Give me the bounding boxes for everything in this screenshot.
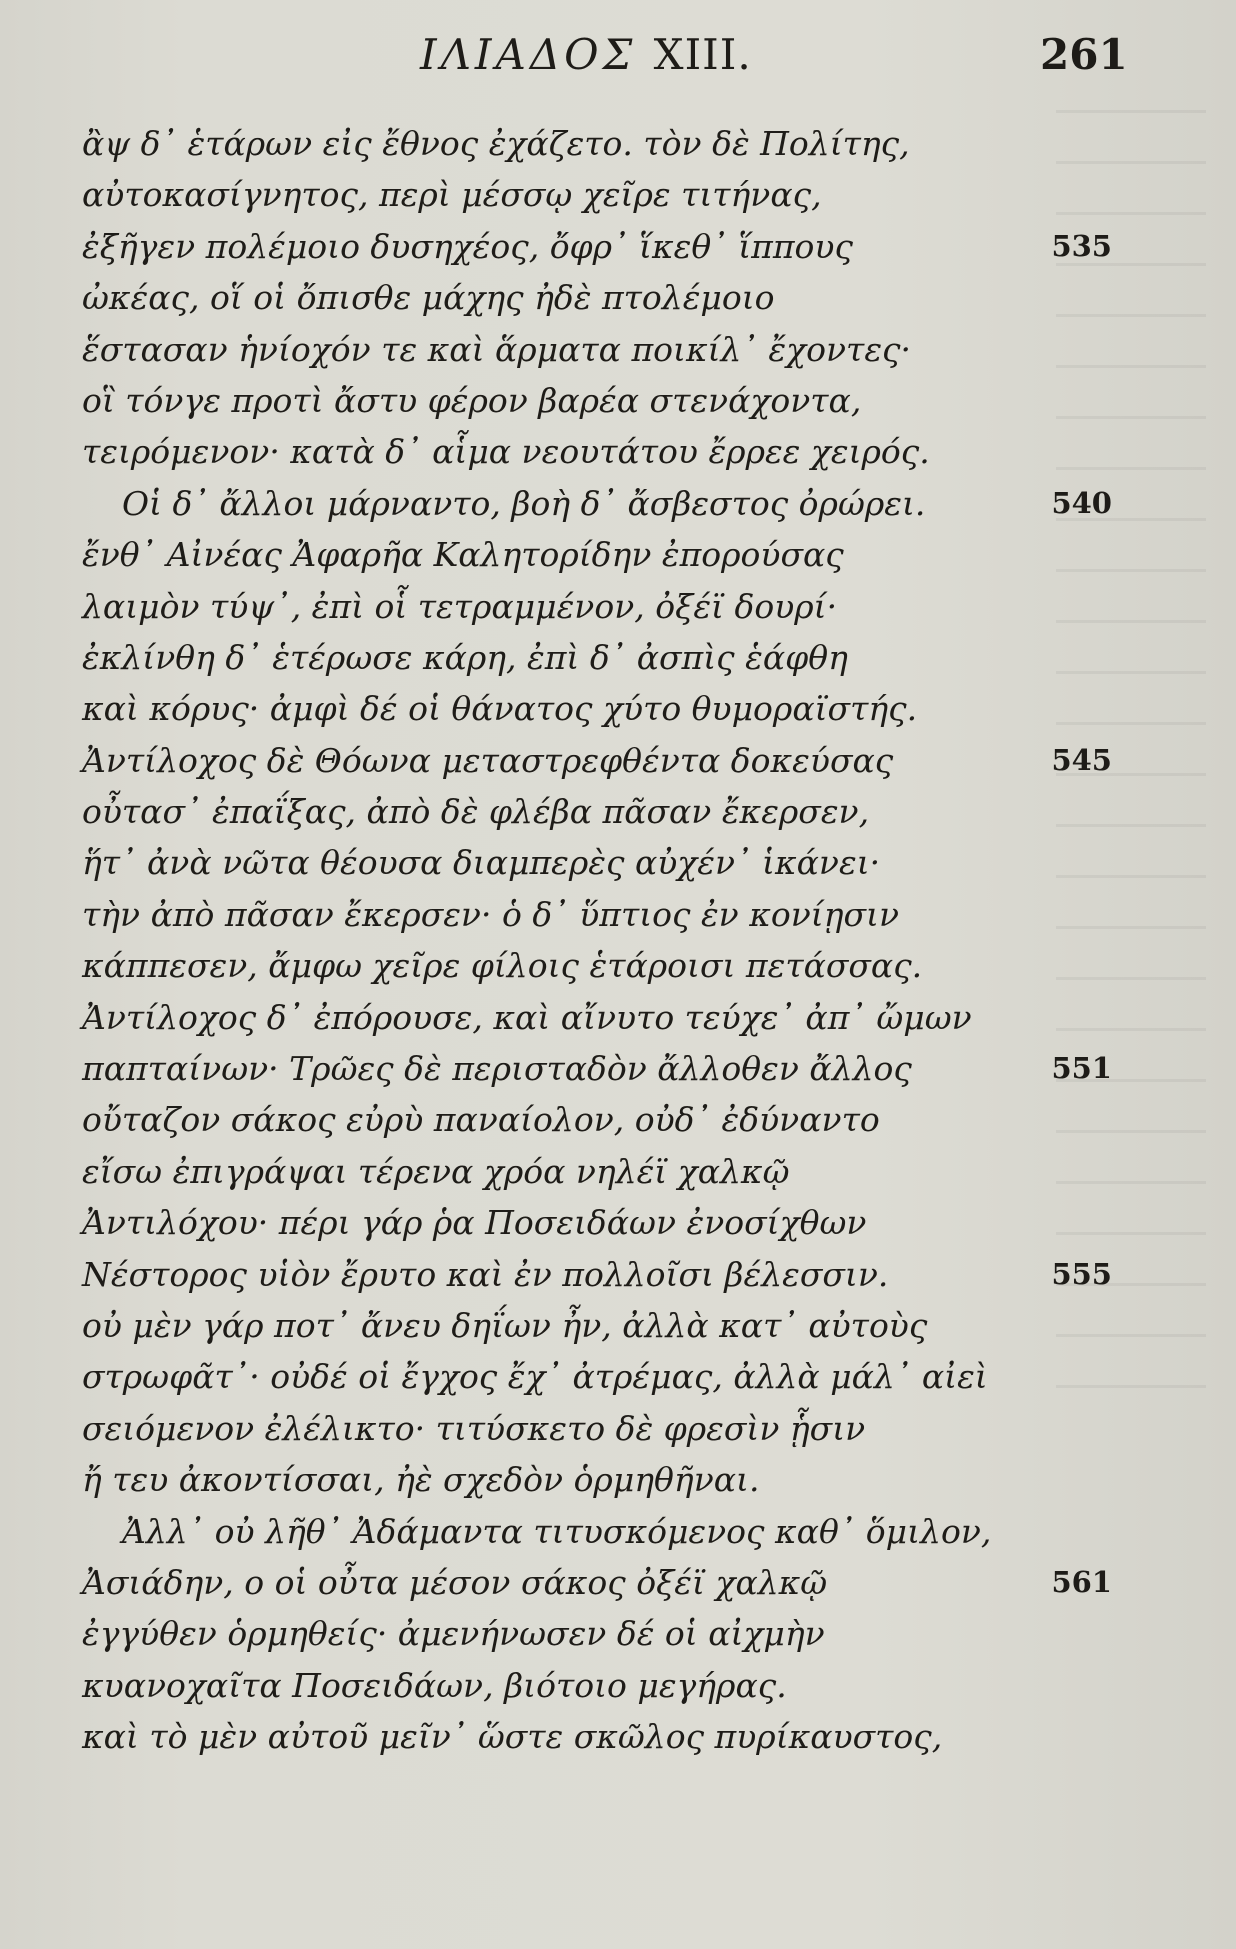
verse-line-text: τειρόμενον· κατὰ δ᾽ αἷμα νεουτάτου ἔρρεε χειρός. — [82, 432, 930, 472]
verse-line-text: λαιμὸν τύψ᾽, ἐπὶ οἷ τετραμμένον, ὀξέϊ δουρί· — [82, 586, 838, 626]
verse-line — [82, 478, 1112, 529]
verse-line — [82, 1454, 1112, 1505]
verse-line-text: Ἀλλ᾽ οὐ λῆθ᾽ Ἀδάμαντα τιτυσκόμενος καθ᾽ ὅμιλον, — [122, 1511, 992, 1551]
verse-line-text: ἥτ᾽ ἀνὰ νῶτα θέουσα διαμπερὲς αὐχέν᾽ ἱκάνει· — [82, 843, 881, 883]
verse-line — [82, 1043, 1112, 1094]
verse-line-text: ἂψ δ᾽ ἑτάρων εἰς ἔθνος ἐχάζετο. τὸν δὲ Πολίτης, — [82, 124, 910, 163]
verse-line-text: κάππεσεν, ἄμφω χεῖρε φίλοις ἑτάροισι πετάσσας. — [82, 946, 923, 986]
verse-line-text: καὶ τὸ μὲν αὐτοῦ μεῖν᾽ ὥστε σκῶλος πυρίκαυστος, — [82, 1717, 943, 1757]
line-number: 561 — [1051, 1564, 1112, 1599]
page-number: 261 — [1040, 30, 1128, 79]
verse-line-text: οὖτασ᾽ ἐπαΐξας, ἀπὸ δὲ φλέβα πᾶσαν ἔκερσεν, — [82, 792, 870, 832]
verse-line-text: Οἱ δ᾽ ἄλλοι μάρναντο, βοὴ δ᾽ ἄσβεστος ὀρώρει. — [122, 483, 926, 523]
verse-line — [82, 786, 1112, 837]
verse-line — [82, 889, 1112, 940]
verse-line-text: Ἀντίλοχος δὲ Θόωνα μεταστρεφθέντα δοκεύσας — [82, 740, 894, 780]
verse-line-text: παπταίνων· Τρῶες δὲ περισταδὸν ἄλλοθεν ἄλλος — [82, 1049, 912, 1089]
verse-line — [82, 1608, 1112, 1659]
verse-line — [82, 169, 1112, 220]
verse-line — [82, 735, 1112, 786]
verse-line-text: κυανοχαῖτα Ποσειδάων, βιότοιο μεγήρας. — [82, 1665, 787, 1705]
verse-line — [82, 1300, 1112, 1351]
verse-line — [82, 992, 1112, 1043]
verse-line-text: ἐγγύθεν ὁρμηθείς· ἀμενήνωσεν δέ οἱ αἰχμὴν — [82, 1614, 825, 1654]
verse-line — [82, 1711, 1112, 1762]
verse-line — [82, 529, 1112, 580]
verse-line-text: ὠκέας, οἵ οἱ ὄπισθε μάχης ἠδὲ πτολέμοιο — [82, 278, 775, 318]
verse-line-text: σειόμενον ἐλέλικτο· τιτύσκετο δὲ φρεσὶν ᾗσιν — [82, 1408, 866, 1448]
verse-line-text: Ἀντίλοχος δ᾽ ἐπόρουσε, καὶ αἴνυτο τεύχε᾽ ἀπ᾽ ὤμων — [82, 997, 972, 1037]
verse-line — [82, 1660, 1112, 1711]
verse-line-text: ἐκλίνθη δ᾽ ἑτέρωσε κάρη, ἐπὶ δ᾽ ἀσπὶς ἑάφθη — [82, 637, 848, 677]
verse-line-text: ἔνθ᾽ Αἰνέας Ἀφαρῆα Καλητορίδην ἐπορούσας — [82, 535, 844, 575]
verse-line — [82, 1506, 1112, 1557]
verse-line — [82, 632, 1112, 683]
verse-line — [82, 940, 1112, 991]
verse-line-text: αὐτοκασίγνητος, περὶ μέσσῳ χεῖρε τιτήνας, — [82, 175, 822, 215]
verse-line — [82, 118, 1112, 169]
verse-line — [82, 683, 1112, 734]
verse-line-text: Νέστορος υἱὸν ἔρυτο καὶ ἐν πολλοῖσι βέλεσσιν. — [82, 1254, 889, 1294]
verse-line — [82, 581, 1112, 632]
verse-line — [82, 1557, 1112, 1608]
verse-line — [82, 324, 1112, 375]
verse-line-text: εἴσω ἐπιγράψαι τέρενα χρόα νηλέϊ χαλκῷ — [82, 1151, 790, 1191]
verse-line-text: οὔταζον σάκος εὐρὺ παναίολον, οὐδ᾽ ἐδύναντο — [82, 1100, 880, 1140]
verse-line — [82, 1403, 1112, 1454]
running-title-text: ΙΛΙΑΔΟΣ — [420, 30, 637, 79]
verse-line — [82, 837, 1112, 888]
verse-line — [82, 426, 1112, 477]
verse-line-text: οἳ τόνγε προτὶ ἄστυ φέρον βαρέα στενάχοντα, — [82, 380, 862, 420]
verse-line-text: Ἀσιάδην, ο οἱ οὖτα μέσον σάκος ὀξέϊ χαλκῷ — [82, 1562, 828, 1602]
verse-line — [82, 1351, 1112, 1402]
verse-line-text: τὴν ἀπὸ πᾶσαν ἔκερσεν· ὁ δ᾽ ὕπτιος ἐν κονίῃσιν — [82, 894, 900, 934]
verse-line — [82, 272, 1112, 323]
verse-line-text: ἤ τευ ἀκοντίσσαι, ἠὲ σχεδὸν ὁρμηθῆναι. — [82, 1460, 760, 1500]
book-number: XIII. — [653, 30, 752, 79]
verse-line-text: ἐξῆγεν πολέμοιο δυσηχέος, ὄφρ᾽ ἵκεθ᾽ ἵππους — [82, 226, 853, 266]
verse-line — [82, 1197, 1112, 1248]
verse-text — [82, 118, 1112, 1763]
verse-line-text: καὶ κόρυς· ἀμφὶ δέ οἱ θάνατος χύτο θυμοραϊστής. — [82, 689, 918, 729]
line-number: 535 — [1051, 228, 1112, 263]
verse-line-text: στρωφᾶτ᾽· οὐδέ οἱ ἔγχος ἔχ᾽ ἀτρέμας, ἀλλὰ μάλ᾽ αἰεὶ — [82, 1357, 988, 1397]
verse-line — [82, 221, 1112, 272]
verse-line — [82, 375, 1112, 426]
line-number: 540 — [1051, 485, 1112, 520]
verse-line — [82, 1249, 1112, 1300]
line-number: 555 — [1051, 1256, 1112, 1291]
verse-line-text: ἕστασαν ἡνίοχόν τε καὶ ἅρματα ποικίλ᾽ ἔχοντες· — [82, 329, 911, 369]
verse-line — [82, 1146, 1112, 1197]
verse-line — [82, 1094, 1112, 1145]
line-number: 551 — [1051, 1051, 1112, 1086]
verse-line-text: Ἀντιλόχου· πέρι γάρ ῥα Ποσειδάων ἐνοσίχθων — [82, 1203, 867, 1243]
verse-line-text: οὐ μὲν γάρ ποτ᾽ ἄνευ δηΐων ἦν, ἀλλὰ κατ᾽ αὐτοὺς — [82, 1305, 928, 1345]
page-header — [0, 22, 1236, 92]
line-number: 545 — [1051, 742, 1112, 777]
running-title — [420, 30, 752, 79]
